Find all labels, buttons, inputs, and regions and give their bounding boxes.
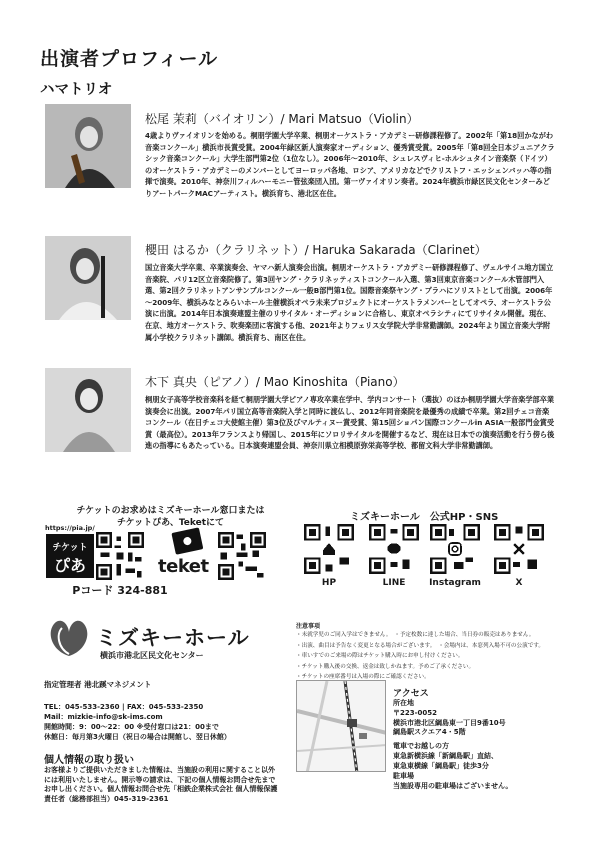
privacy-title: 個人情報の取り扱い bbox=[44, 755, 134, 766]
notes-title: 注意事項 bbox=[296, 623, 321, 630]
instagram-qr-code[interactable] bbox=[430, 524, 480, 574]
p-code: Pコード 324-881 bbox=[72, 584, 168, 597]
sns-label-hp: HP bbox=[321, 578, 337, 588]
teket-qr-code[interactable] bbox=[218, 532, 266, 580]
pia-logo: チケット ぴあ bbox=[46, 534, 94, 578]
performer-bio: 4歳よりヴァイオリンを始める。桐朋学園大学卒業、桐朋オーケストラ・アカデミー研修課程修了。2002年「第18回かながわ音楽コンクール」横浜市長賞受賞。2004年緑区新人演奏家オーディション、優秀賞受賞。2005年「第8回全日本ジュニアクラシック音楽コンクール」大学生部門第2位（1位なし）。2006年～2010年、シュレスヴィヒ-ホルシュタイン音楽祭（ドイツ）のオーケストラ・アカデミーのメンバーとしてヨーロッパ各地、ロシア、アメリカなどでクリストフ・エッシェンバッハ等の指揮で演奏。2010年、神奈川フィルハーモニー管弦楽団入団。第一ヴァイオリン奏者。2024年横浜市緑区民文化センターみどりアートパークMACアーティスト。横浜育ち、港北区在住。 bbox=[145, 131, 555, 198]
notes-list: ・未就学児のご同入学はできません。 ・予定枚数に達した場合、当日券の販売はありません。 ・出演、曲目は予告なく変更となる場合がございます。 ・会場内は、本窓列入場不可の公演です。 ・車いすでのご来場の際はチケット購入時にお申し付けください。 ・チケット購入後の交換、返金は致しかねます。予めご了承ください。 ・チケットの座席番号は入場の際にご確認ください。 bbox=[296, 632, 545, 681]
pia-qr-code[interactable] bbox=[96, 532, 144, 580]
performer-name: 松尾 茉莉（バイオリン）/ Mari Matsuo（Violin） bbox=[145, 112, 419, 126]
access-map bbox=[296, 680, 386, 772]
sns-heading: ミズキーホール 公式HP・SNS bbox=[350, 512, 499, 523]
access-parking: 駐車場 当施設専用の駐車場はございません。 bbox=[393, 772, 513, 790]
hall-manager: 指定管理者 港北蹊マネジメント bbox=[44, 680, 152, 689]
access-title: アクセス bbox=[393, 689, 429, 699]
hp-qr-code[interactable] bbox=[304, 524, 354, 574]
hall-subtitle: 横浜市港北区民文化センター bbox=[100, 651, 204, 660]
performer-name: 木下 真央（ピアノ）/ Mao Kinoshita（Piano） bbox=[145, 375, 405, 389]
sns-label-x: X bbox=[515, 578, 523, 588]
hall-logo-icon bbox=[44, 616, 94, 662]
pia-url[interactable]: https://pia.jp/ bbox=[45, 524, 95, 532]
sns-label-line: LINE bbox=[382, 578, 406, 588]
sns-label-instagram: Instagram bbox=[429, 578, 481, 588]
performer-photo-clarinet bbox=[45, 236, 131, 320]
performer-bio: 国立音楽大学卒業、卒業演奏会、ヤマハ新人演奏会出演。桐朋オーケストラ・アカデミー研修課程修了、ヴェルサイユ地方国立音楽院、パリ12区立音楽院修了。第3回ヤング・クラリネッティストコンクール入選、第3回東京音楽コンクール木管部門入選、第2回クラリネットアンサンブルコンクール一般B部門第1位。国際音楽祭ヤング・プラハにソリストとして出演。2006年～2009年、横浜みなとみらいホール主催横浜オペラ未来プロジェクトにオーケストラメンバーとしてオペラ、オーケストラ公演に出演。2014年日本演奏連盟主催のリサイタル・オーディションに合格し、東京オペラシティにてリサイタル開催。現在、在京、地方オーケストラ、吹奏楽団に客演する他、2021年よりフェリス女学院大学非常勤講師。2024年より国立音楽大学附属小学校クラリネット講師。横浜育ち、南区在住。 bbox=[145, 263, 554, 342]
performer-name: 櫻田 はるか（クラリネット）/ Haruka Sakarada（Clarinet） bbox=[145, 243, 487, 257]
access-address: 所在地 〒223-0052 横浜市港北区綱島東一丁目9番10号 綱島駅スクエア4・5階 bbox=[393, 699, 506, 737]
performer-bio: 桐朋女子高等学校音楽科を経て桐朋学園大学ピアノ専攻卒業在学中、学内コンサート（選抜）のほか桐朋学園大学音楽学部卒業演奏会に出演。2007年パリ国立高等音楽院入学と同時に渡仏し、2012年同音楽院を最優秀の成績で卒業。第2回チェコ音楽コンクール（在日チェコ大使館主催）第3位及びマルティヌー賞受賞、第15回ショパン国際コンクールin ASIA一般部門金賞受賞（最高位）。2013年フランスより帰国し、2015年にソロリサイタルを開催するなど、現在は日本での演奏活動を行う傍ら後進の指導にもあたっている。日本演奏連盟会員、神奈川県立相模原弥栄高等学校、都留文科大学非常勤講師。 bbox=[145, 395, 555, 451]
line-qr-code[interactable] bbox=[369, 524, 419, 574]
hall-name: ミズキーホール bbox=[96, 626, 250, 650]
page-title: 出演者プロフィール bbox=[40, 48, 219, 70]
access-train: 電車でお越しの方 東急新横浜線「新綱島駅」直結、 東急東横線「綱島駅」徒歩3分 bbox=[393, 742, 498, 770]
performer-photo-piano bbox=[45, 368, 131, 452]
group-name: ハマトリオ bbox=[40, 82, 113, 98]
hall-contact: TEL：045-533-2360 | FAX：045-533-2350 Mail：mizkie-info@sk-ims.com 開館時間：9：00～22：00 ※受付窓口は21：00まで 休館日：毎月第3火曜日（祝日の場合は開館し、翌日休館） bbox=[44, 703, 231, 741]
performer-photo-violin bbox=[45, 104, 131, 188]
x-qr-code[interactable] bbox=[494, 524, 544, 574]
ticket-heading: チケットのお求めはミズキーホール窓口または チケットぴあ、Teketにて bbox=[76, 506, 265, 528]
teket-logo: teket bbox=[158, 526, 218, 582]
privacy-text: お客様よりご提供いただきました情報は、当施設の利用に関すること以外には利用いたしません。開示等の請求は、下記の個人情報お問合せ先までお申し出ください。個人情報お問合せ先「相鉄企業株式会社 個人情報保護責任者（総務部担当）045-319-2361 bbox=[44, 766, 278, 803]
